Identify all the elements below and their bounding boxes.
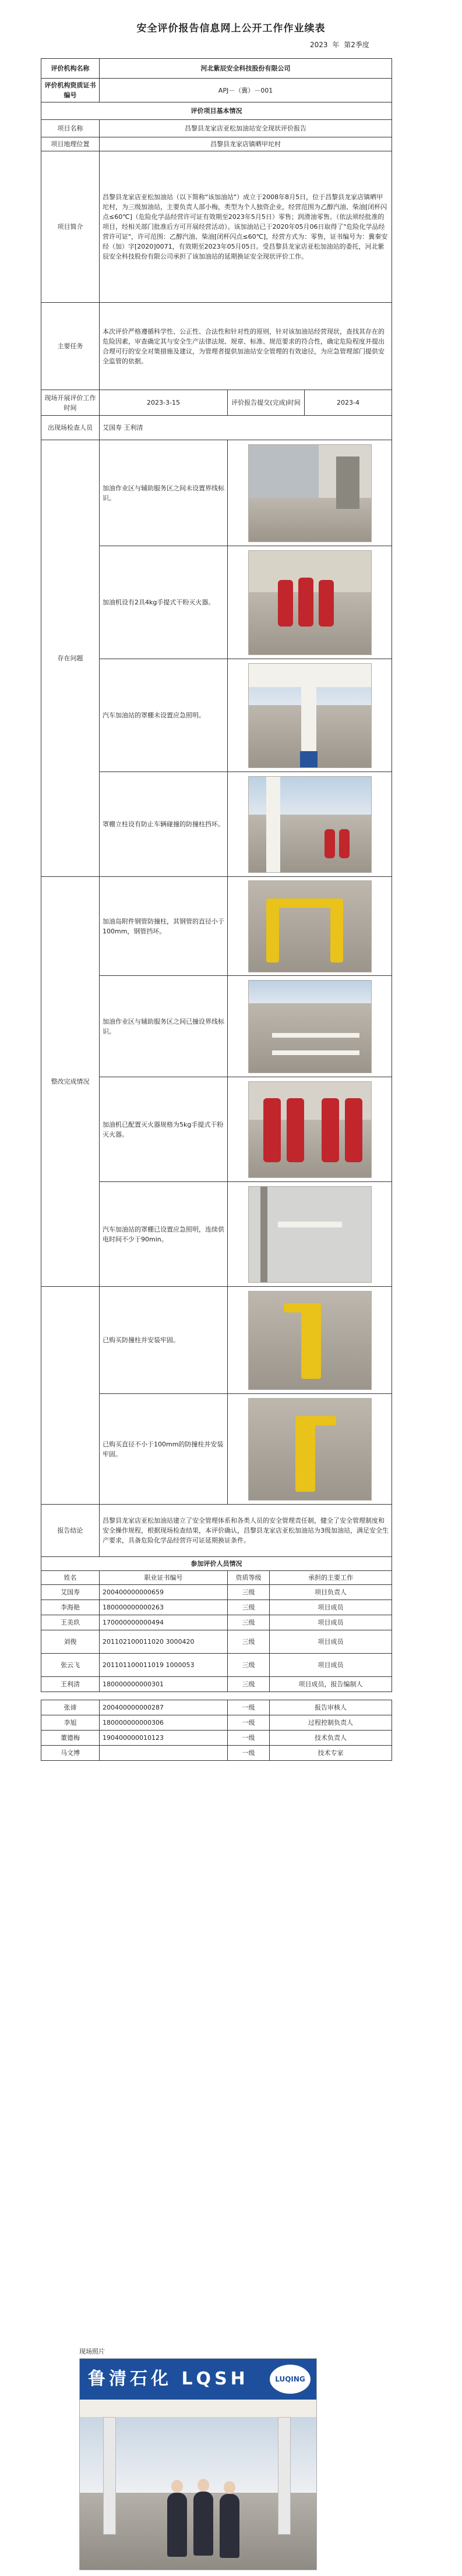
participant-name: 李海艳 — [41, 1600, 100, 1615]
reviewer-name: 李旭 — [41, 1715, 100, 1731]
report-time-label: 评价报告提交(完成)时间 — [228, 390, 305, 416]
station-banner: 鲁清石化 LQSH — [80, 2359, 316, 2400]
main-risk-label: 主要任务 — [41, 303, 100, 390]
problem-item: 汽车加油站的罩棚未设置应急照明。 — [100, 659, 228, 772]
org-label: 评价机构名称 — [41, 59, 100, 79]
participant-work: 项目成员 — [270, 1615, 392, 1630]
participant-name: 王美玖 — [41, 1615, 100, 1630]
rectify-photo-extinguishers — [248, 1081, 372, 1178]
participants-col-work: 承担的主要工作 — [270, 1571, 392, 1585]
site-staff-label: 出现场检查人员 — [41, 416, 100, 440]
quarter: 第2季度 — [344, 41, 369, 49]
rectify-photo-boundary — [248, 980, 372, 1073]
table-row — [41, 1600, 392, 1615]
table-row — [41, 1677, 392, 1692]
participant-work: 项目成员，报告编制人 — [270, 1677, 392, 1692]
participant-level: 三级 — [228, 1677, 270, 1692]
participant-work: 项目成员 — [270, 1630, 392, 1654]
project-intro-value: 昌黎县龙家店亚松加油站（以下简称"该加油站"）成立于2008年8月5日，位于昌黎县龙家店镇晒甲坨村，为三级加油站，主要负责人部小梅，类型为个人独资企业，经营范围为乙醇汽油、柴油[闭杯闪点≤60℃]（危险化学品经营许可证有效期至2023年5月5日）零售；润滑油零售。（依法须经批准的项目，经相关部门批准后方可开展经营活动）。该加油站已于2020年05月06日取得了"危险化学品经营许可证"，许可范围：乙醇汽油、柴油[闭杯闪点≤60℃]，经营方式为：零售，证书编号为：冀秦安经（加）字[2020]0071，有效期至2023年05月05日。受昌黎县龙家店亚松加油站的委托，河北紫辰安全科技股份有限公司承担了该加油站的延期换证安全现状评价工作。 — [100, 151, 392, 303]
info-table — [41, 58, 392, 1761]
conclusion-value: 昌黎县龙家店亚松加油站建立了安全管理体系和各类人员的安全管理责任制，健全了安全管理制度和安全操作规程，根据现场检查结果，本评价确认，昌黎县龙家店亚松加油站为3级加油站，满足安全生产要求，具备危险化学品经营许可证延期换证条件。 — [100, 1505, 392, 1557]
participant-level: 三级 — [228, 1600, 270, 1615]
problem-photo-pillar — [248, 776, 372, 873]
page-title: 安全评价报告信息网上公开工作作业续表 — [136, 23, 326, 34]
table-row — [41, 1615, 392, 1630]
site-time-label: 现场开展评价工作时间 — [41, 390, 100, 416]
table-row — [41, 1630, 392, 1654]
basic-info-header: 评价项目基本情况 — [41, 102, 392, 120]
reviewer-cert: 200400000000287 — [100, 1700, 228, 1715]
year: 2023 — [310, 41, 328, 49]
conclusion-label: 报告结论 — [41, 1505, 100, 1557]
problems-label: 存在问题 — [41, 440, 100, 877]
participants-col-name: 姓名 — [41, 1571, 100, 1585]
participants-header: 参加评价人员情况 — [41, 1557, 392, 1571]
station-logo: LUQING — [270, 2365, 311, 2394]
participant-level: 三级 — [228, 1585, 270, 1600]
participant-level: 三级 — [228, 1654, 270, 1677]
reviewer-level: 一级 — [228, 1700, 270, 1715]
year-label: 年 — [332, 41, 340, 49]
participant-work: 项目成员 — [270, 1654, 392, 1677]
table-row — [41, 1700, 392, 1715]
rectify-item: 加油作业区与辅助服务区之间已撞设界线标识。 — [100, 976, 228, 1077]
participants-col-level: 资质等级 — [228, 1571, 270, 1585]
participants-col-cert: 职业证书编号 — [100, 1571, 228, 1585]
rectify-photo-lighting — [248, 1186, 372, 1283]
cert-label: 评价机构资质证书编号 — [41, 79, 100, 102]
participant-name: 王利清 — [41, 1677, 100, 1692]
rectify-item: 已购买防撞柱并安装牢固。 — [100, 1287, 228, 1394]
participant-work: 项目负责人 — [270, 1585, 392, 1600]
participant-level: 三级 — [228, 1615, 270, 1630]
reviewer-name: 张谛 — [41, 1700, 100, 1715]
table-row — [41, 1654, 392, 1677]
rectify-item: 加油岛附件钢管防撞柱，其钢管的直径小于100mm，钢管挡坏。 — [100, 877, 228, 976]
rectify-item: 加油机已配置灭火器规格为5kg手提式干粉灭火器。 — [100, 1077, 228, 1182]
reviewer-level: 一级 — [228, 1746, 270, 1761]
reviewer-work: 报告审核人 — [270, 1700, 392, 1715]
rectify-photo-bollard-3 — [248, 1398, 372, 1501]
rectify-photo-bollard-2 — [248, 1291, 372, 1390]
site-staff-value: 艾国寿 王利清 — [100, 416, 392, 440]
reviewer-work: 过程控制负责人 — [270, 1715, 392, 1731]
rectify-item: 汽车加油站的罩棚已设置应急照明，连续供电时间不少于90min。 — [100, 1182, 228, 1287]
participant-cert: 180000000000263 — [100, 1600, 228, 1615]
participant-cert: 201102100011020 3000420 — [100, 1630, 228, 1654]
table-row — [41, 1746, 392, 1761]
problem-item: 罩棚立柱设有防止车辆碰撞的防撞柱挡坏。 — [100, 772, 228, 877]
rectify-label: 整改完成情况 — [41, 877, 100, 1287]
dateline — [309, 40, 371, 49]
table-row — [41, 1731, 392, 1746]
problem-photo-boundary — [248, 444, 372, 542]
site-time-value: 2023-3-15 — [100, 390, 228, 416]
table-row — [41, 1585, 392, 1600]
rectify-extra-label — [41, 1287, 100, 1505]
project-location-value: 昌黎县龙家店镇晒甲坨村 — [100, 137, 392, 151]
photo-caption: 现场照片 — [79, 2348, 105, 2355]
main-risk-value: 本次评价严格遵循科学性、公正性、合法性和针对性的原则，针对该加油站经营现状，查找其存在的危险因素，审查确定其与安全生产法律法规、规章、标准、规范要求的符合性，确定危险程度并提出合理可行的安全对策措施及建议，为管理者提供加油站安全管理的有效途径，为应急管理部门提供安全监管的依据。 — [100, 303, 392, 390]
project-location-label: 项目地理位置 — [41, 137, 100, 151]
reviewer-name: 马文博 — [41, 1746, 100, 1761]
report-time-value: 2023-4 — [305, 390, 392, 416]
participant-name: 张云飞 — [41, 1654, 100, 1677]
participant-name: 艾国寿 — [41, 1585, 100, 1600]
project-name-label: 项目名称 — [41, 120, 100, 137]
reviewer-level: 一级 — [228, 1731, 270, 1746]
reviewer-cert: 190400000010123 — [100, 1731, 228, 1746]
participant-cert: 170000000000494 — [100, 1615, 228, 1630]
participant-work: 项目成员 — [270, 1600, 392, 1615]
rectify-item: 已购买直径不小于100mm的防撞柱并安装牢固。 — [100, 1394, 228, 1505]
cert-value: APJ－（冀）－001 — [100, 79, 392, 102]
participant-level: 三级 — [228, 1630, 270, 1654]
problem-item: 加油机设有2具4kg手提式干粉灭火器。 — [100, 546, 228, 659]
table-row — [41, 1715, 392, 1731]
participant-name: 刘俊 — [41, 1630, 100, 1654]
problem-photo-canopy — [248, 663, 372, 768]
reviewer-level: 一级 — [228, 1715, 270, 1731]
rectify-photo-bollard — [248, 880, 372, 972]
reviewer-name: 董德梅 — [41, 1731, 100, 1746]
problem-photo-extinguishers — [248, 550, 372, 655]
participant-cert: 180000000000301 — [100, 1677, 228, 1692]
reviewer-cert — [100, 1746, 228, 1761]
reviewer-cert: 180000000000306 — [100, 1715, 228, 1731]
site-group-photo — [79, 2358, 317, 2570]
spacer — [41, 1692, 392, 1700]
participant-cert: 200400000000659 — [100, 1585, 228, 1600]
project-intro-label: 项目简介 — [41, 151, 100, 303]
reviewer-work: 技术负责人 — [270, 1731, 392, 1746]
reviewer-work: 技术专家 — [270, 1746, 392, 1761]
org-value: 河北紫辰安全科技股份有限公司 — [100, 59, 392, 79]
problem-item: 加油作业区与辅助服务区之间未设置界线标识。 — [100, 440, 228, 546]
project-name-value: 昌黎县龙家店亚松加油站安全现状评价报告 — [100, 120, 392, 137]
participant-cert: 201101100011019 1000053 — [100, 1654, 228, 1677]
